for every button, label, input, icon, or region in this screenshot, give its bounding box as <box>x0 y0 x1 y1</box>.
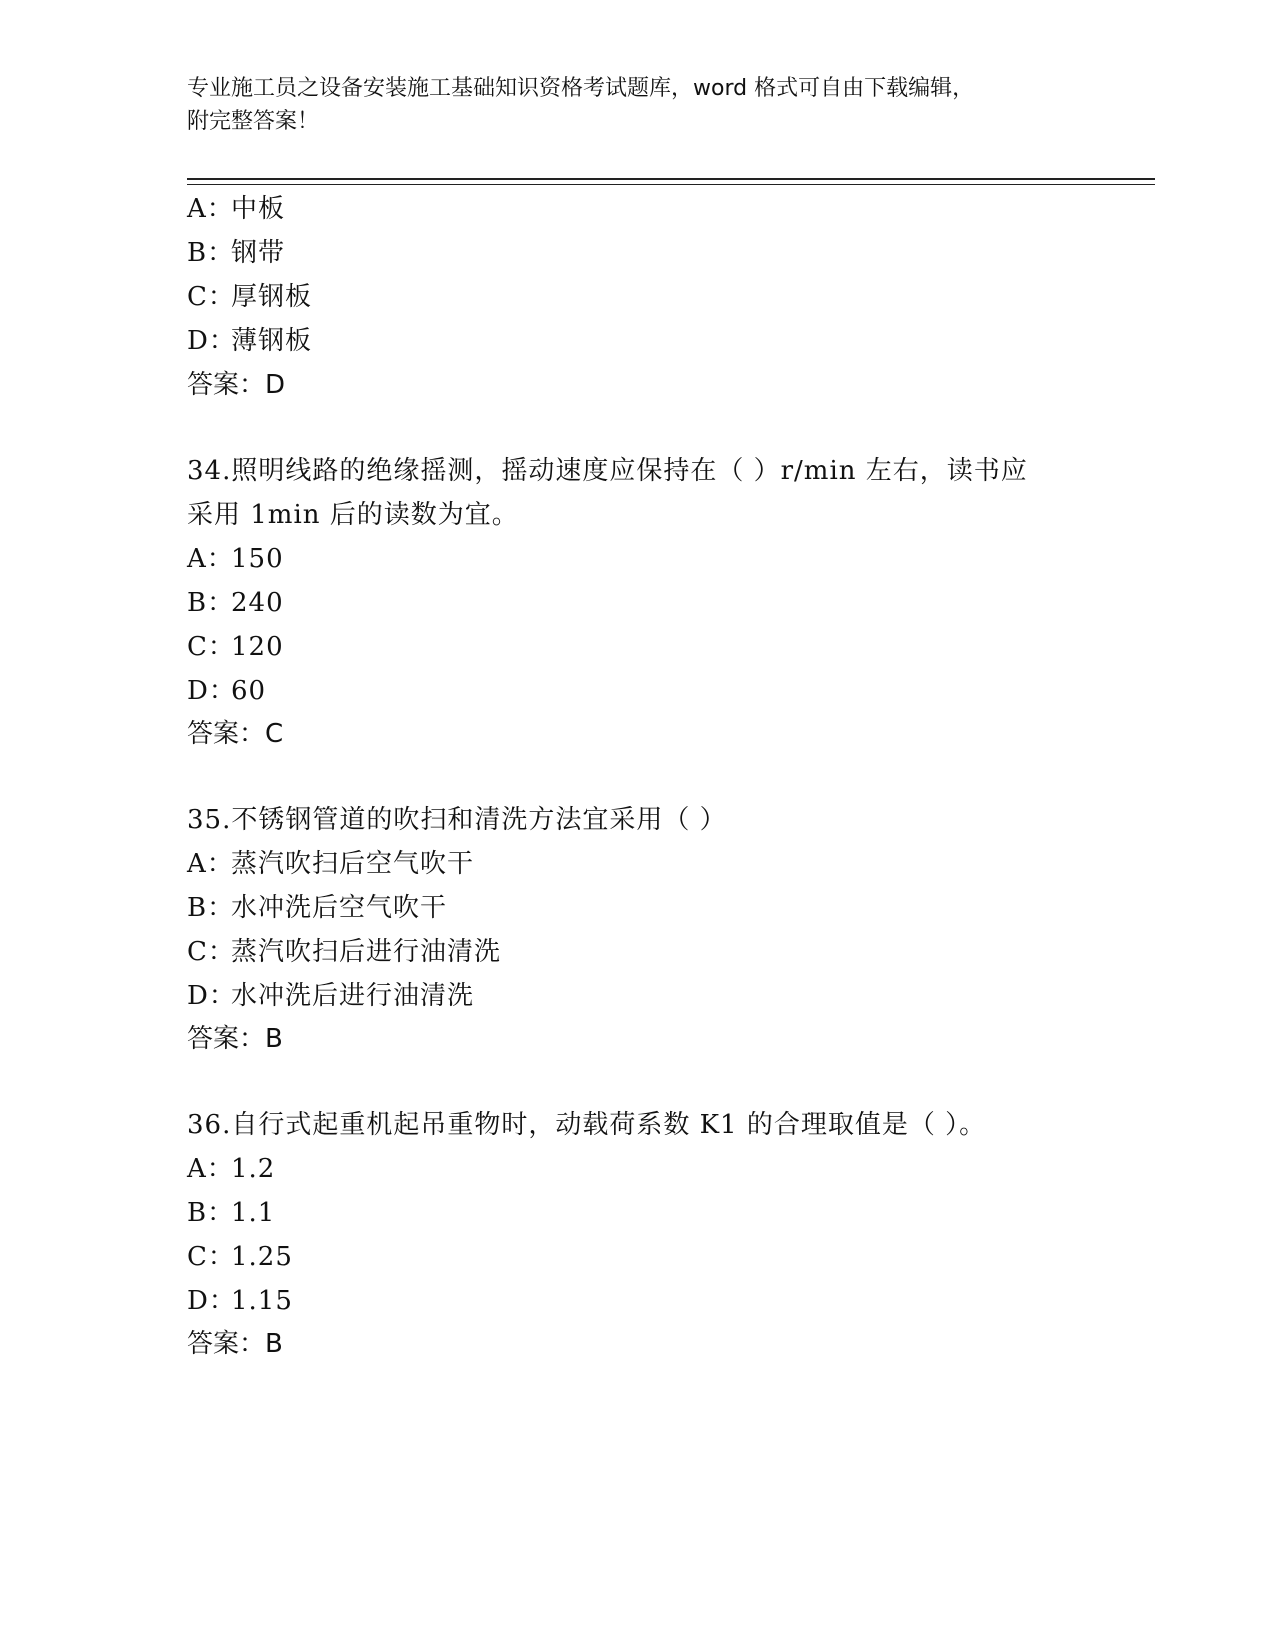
q35-option-a: A：蒸汽吹扫后空气吹干 <box>187 849 475 879</box>
q34-answer: 答案：C <box>187 719 284 749</box>
q33-option-b: B：钢带 <box>187 238 286 268</box>
document-header <box>187 72 1067 138</box>
q34-stem-line-2: 采用 1min 后的读数为宜。 <box>187 500 519 530</box>
q34-option-a: A：150 <box>187 544 284 574</box>
q36-answer: 答案：B <box>187 1329 283 1359</box>
q36-stem-line-1: 36.自行式起重机起吊重物时，动载荷系数 K1 的合理取值是（ ）。 <box>187 1110 987 1140</box>
header-rule-thin <box>187 184 1155 185</box>
q33-option-a: A：中板 <box>187 194 286 224</box>
q34-option-c: C：120 <box>187 632 284 662</box>
q34-option-b: B：240 <box>187 588 284 618</box>
header-line-1: 专业施工员之设备安装施工基础知识资格考试题库，word 格式可自由下载编辑， <box>187 76 975 101</box>
q36-option-a: A：1.2 <box>187 1154 276 1184</box>
q33-option-d: D：薄钢板 <box>187 326 313 356</box>
q33-option-c: C：厚钢板 <box>187 282 313 312</box>
q36-option-c: C：1.25 <box>187 1242 293 1272</box>
q33-answer: 答案：D <box>187 370 286 400</box>
q36-option-d: D：1.15 <box>187 1286 293 1316</box>
q35-answer: 答案：B <box>187 1024 283 1054</box>
q35-option-c: C：蒸汽吹扫后进行油清洗 <box>187 937 502 967</box>
q34-option-d: D：60 <box>187 676 267 706</box>
header-rule-thick <box>187 178 1155 180</box>
q35-stem-line-1: 35.不锈钢管道的吹扫和清洗方法宜采用（ ） <box>187 805 727 835</box>
q35-option-b: B：水冲洗后空气吹干 <box>187 893 448 923</box>
q34-stem-line-1: 34.照明线路的绝缘摇测，摇动速度应保持在（ ）r/min 左右，读书应 <box>187 456 1028 486</box>
header-line-2: 附完整答案！ <box>187 109 320 134</box>
q36-option-b: B：1.1 <box>187 1198 276 1228</box>
q35-option-d: D：水冲洗后进行油清洗 <box>187 981 475 1011</box>
